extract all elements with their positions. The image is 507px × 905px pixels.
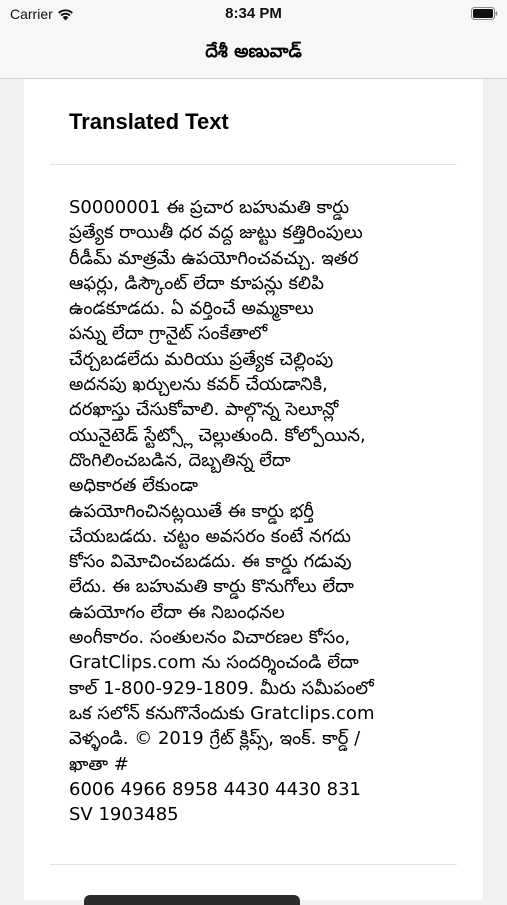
status-bar bbox=[0, 0, 507, 30]
translated-line: లేదు. ఈ బహుమతి కార్డు కొనుగోలు లేదా bbox=[69, 576, 354, 598]
translated-text bbox=[69, 195, 451, 827]
translated-line: ఆఫర్లు, డిస్కౌంట్ లేదా కూపన్లు కలిపి bbox=[69, 272, 324, 294]
nav-title: దేశీ అణువాడ్ bbox=[205, 41, 302, 62]
translated-line: ఒక సలోన్ కనుగొనేందుకు Gratclips.com bbox=[69, 702, 375, 724]
translated-line: ఉపయోగం లేదా ఈ నిబంధనల bbox=[69, 601, 285, 623]
translated-line: యునైటెడ్ స్టేట్స్లో చెల్లుతుంది. కోల్పోయిన, bbox=[69, 424, 366, 446]
translated-line: ఉపయోగించినట్లయితే ఈ కార్డు భర్తీ bbox=[69, 500, 314, 522]
translated-line: అధికారత లేకుండా bbox=[69, 475, 198, 497]
translated-line: S0000001 ఈ ప్రచార బహుమతి కార్డు bbox=[69, 197, 350, 218]
translated-line: వెళ్ళండి. © 2019 గ్రేట్ క్లిప్స్, ఇంక్. కార్డ్ / bbox=[69, 728, 361, 750]
translated-line: చేర్చబడలేదు మరియు ప్రత్యేక చెల్లింపు bbox=[69, 348, 334, 370]
translated-line: GratClips.com ను సందర్శించండి లేదా bbox=[69, 652, 359, 674]
bottom-action-button[interactable] bbox=[84, 895, 300, 905]
translated-line: కోసం విమోచించబడదు. ఈ కార్డు గడువు bbox=[69, 551, 352, 573]
translated-line: ప్రత్యేక రాయితీ ధర వద్ద జుట్టు కత్తిరింపులు bbox=[69, 222, 363, 244]
translated-line: ఖాతా # bbox=[69, 753, 129, 775]
translated-line: కాల్ 1-800-929-1809. మీరు సమీపంలో bbox=[69, 677, 374, 699]
translated-line: రీడీమ్ మాత్రమే ఉపయోగించవచ్చు. ఇతర bbox=[69, 247, 359, 269]
bottom-divider bbox=[50, 864, 457, 865]
translated-line: అంగీకారం. సంతులనం విచారణల కోసం, bbox=[69, 627, 351, 649]
translated-line: పన్ను లేదా గ్రానైట్ సంకేతాలో bbox=[69, 323, 268, 345]
translated-line: ఉండకూడదు. ఏ వర్తించే అమ్మకాలు bbox=[69, 298, 314, 320]
translated-line: దరఖాస్తు చేసుకోవాలి. పాల్గొన్న సెలూన్లో bbox=[69, 399, 339, 421]
translated-line: అదనపు ఖర్చులను కవర్ చేయడానికి, bbox=[69, 374, 328, 396]
navigation-bar bbox=[0, 30, 507, 79]
carrier-label: Carrier bbox=[10, 6, 53, 22]
translated-line: SV 1903485 bbox=[69, 804, 179, 826]
section-title: Translated Text bbox=[69, 109, 229, 134]
battery-icon bbox=[471, 7, 498, 20]
top-divider bbox=[50, 164, 457, 165]
status-time: 8:34 PM bbox=[225, 5, 282, 22]
translated-line: దొంగిలించబడిన, దెబ్బతిన్న లేదా bbox=[69, 449, 291, 471]
translated-line: చేయబడదు. చట్టం అవసరం కంటే నగదు bbox=[69, 525, 352, 547]
translated-line: 6006 4966 8958 4430 4430 831 bbox=[69, 778, 362, 800]
translation-card bbox=[24, 79, 483, 900]
